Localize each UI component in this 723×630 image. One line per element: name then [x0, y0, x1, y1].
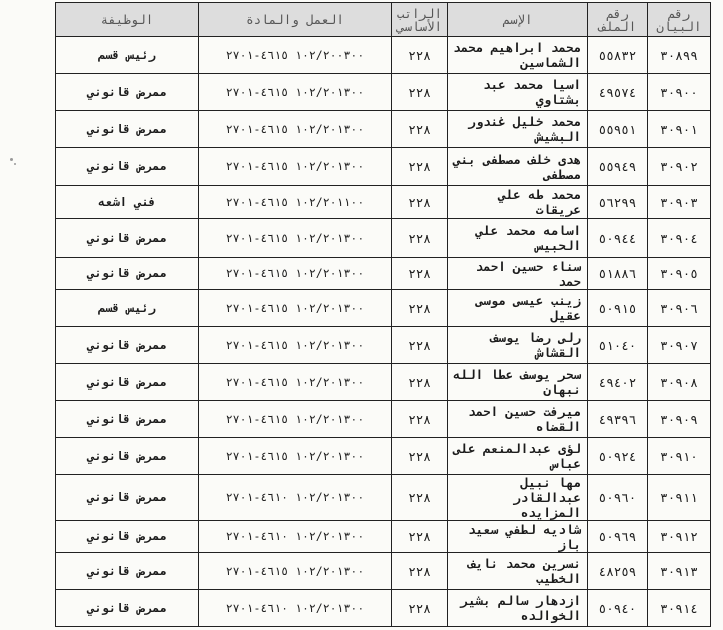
account-cell: ١٠٢/٢٠١٣٠٠ ٤٦١٥-٢٧٠١: [199, 327, 392, 364]
file-no-cell: ٥٠٩١٥: [588, 290, 648, 327]
record-no-cell: ٣٠٩٠٨: [648, 364, 711, 401]
file-no-cell: ٥٠٩٤٤: [588, 219, 648, 258]
account-cell: ١٠٢/٢٠٠٣٠٠ ٤٦١٥-٢٧٠١: [199, 37, 392, 74]
job-cell: ممرض قانوني: [56, 74, 199, 111]
header-name: الإسم: [448, 3, 588, 37]
salary-cell: ٢٢٨: [392, 74, 448, 111]
record-no-cell: ٣٠٩٠٢: [648, 148, 711, 186]
record-no-cell: ٣٠٩٠٥: [648, 258, 711, 290]
header-row: [56, 3, 711, 37]
account-cell: ١٠٢/٢٠١٣٠٠ ٤٦١٠-٢٧٠١: [199, 521, 392, 553]
record-no-cell: ٣٠٩٠١: [648, 111, 711, 148]
file-no-cell: ٥٠٩٦٩: [588, 521, 648, 553]
salary-cell: ٢٢٨: [392, 148, 448, 186]
table-row: [56, 37, 711, 74]
table-body: [56, 37, 711, 627]
job-cell: ممرض قانوني: [56, 590, 199, 627]
name-cell: نسرين محمد نايف الخطيب: [448, 553, 588, 590]
name-cell: شاديه لطفي سعيد باز: [448, 521, 588, 553]
job-cell: ممرض قانوني: [56, 553, 199, 590]
job-cell: ممرض قانوني: [56, 438, 199, 475]
name-cell: هدى خلف مصطفى بني مصطفى: [448, 148, 588, 186]
account-cell: ١٠٢/٢٠١٣٠٠ ٤٦١٥-٢٧٠١: [199, 438, 392, 475]
salary-cell: ٢٢٨: [392, 438, 448, 475]
salary-cell: ٢٢٨: [392, 186, 448, 219]
name-cell: لؤى عبدالمنعم على عباس: [448, 438, 588, 475]
name-cell: محمد خليل غندور البشيش: [448, 111, 588, 148]
account-cell: ١٠٢/٢٠١٣٠٠ ٤٦١٥-٢٧٠١: [199, 290, 392, 327]
salary-cell: ٢٢٨: [392, 37, 448, 74]
job-cell: ممرض قانوني: [56, 327, 199, 364]
record-no-cell: ٣٠٩١٣: [648, 553, 711, 590]
header-salary: الراتب الأساسي: [392, 3, 448, 37]
record-no-cell: ٣٠٩٠٠: [648, 74, 711, 111]
file-no-cell: ٥٠٩٦٠: [588, 475, 648, 521]
file-no-cell: ٥٥٩٥١: [588, 111, 648, 148]
job-cell: فني اشعه: [56, 186, 199, 219]
salary-cell: ٢٢٨: [392, 475, 448, 521]
job-cell: ممرض قانوني: [56, 219, 199, 258]
table-row: [56, 111, 711, 148]
file-no-cell: ٤٨٢٥٩: [588, 553, 648, 590]
name-cell: محمد ابراهيم محمد الشماسين: [448, 37, 588, 74]
record-no-cell: ٣٠٩٠٧: [648, 327, 711, 364]
salary-cell: ٢٢٨: [392, 401, 448, 438]
file-no-cell: ٥٦٢٩٩: [588, 186, 648, 219]
salary-cell: ٢٢٨: [392, 290, 448, 327]
name-cell: سناء حسين احمد حمد: [448, 258, 588, 290]
record-no-cell: ٣٠٩١٠: [648, 438, 711, 475]
file-no-cell: ٥٥٨٣٢: [588, 37, 648, 74]
table-row: [56, 401, 711, 438]
header-record-no: رقم البيان: [648, 3, 711, 37]
account-cell: ١٠٢/٢٠١١٠٠ ٤٦١٥-٢٧٠١: [199, 186, 392, 219]
table-row: [56, 438, 711, 475]
record-no-cell: ٣٠٩٠٣: [648, 186, 711, 219]
table-row: [56, 290, 711, 327]
table-row: [56, 553, 711, 590]
table-row: [56, 475, 711, 521]
salary-cell: ٢٢٨: [392, 327, 448, 364]
record-no-cell: ٣٠٩١١: [648, 475, 711, 521]
record-no-cell: ٣٠٩٠٦: [648, 290, 711, 327]
job-cell: ممرض قانوني: [56, 258, 199, 290]
record-no-cell: ٣٠٨٩٩: [648, 37, 711, 74]
salary-cell: ٢٢٨: [392, 111, 448, 148]
account-cell: ١٠٢/٢٠١٣٠٠ ٤٦١٥-٢٧٠١: [199, 364, 392, 401]
job-cell: رئيس قسم: [56, 290, 199, 327]
name-cell: رلى رضا يوسف القشاش: [448, 327, 588, 364]
scan-speck: [10, 158, 13, 161]
salary-cell: ٢٢٨: [392, 521, 448, 553]
file-no-cell: ٤٩٣٩٦: [588, 401, 648, 438]
job-cell: ممرض قانوني: [56, 148, 199, 186]
table-row: [56, 74, 711, 111]
file-no-cell: ٥٠٩٢٤: [588, 438, 648, 475]
file-no-cell: ٥١٨٨٦: [588, 258, 648, 290]
account-cell: ١٠٢/٢٠١٣٠٠ ٤٦١٥-٢٧٠١: [199, 401, 392, 438]
name-cell: ازدهار سالم بشير الخوالده: [448, 590, 588, 627]
header-job: الوظيفة: [56, 3, 199, 37]
table-row: [56, 590, 711, 627]
account-cell: ١٠٢/٢٠١٣٠٠ ٤٦١٥-٢٧٠١: [199, 148, 392, 186]
header-file-no: رقم الملف: [588, 3, 648, 37]
name-cell: مها نبيل عبدالقادر المزايده: [448, 475, 588, 521]
account-cell: ١٠٢/٢٠١٣٠٠ ٤٦١٥-٢٧٠١: [199, 111, 392, 148]
name-cell: اسامه محمد علي الحبيس: [448, 219, 588, 258]
table-row: [56, 219, 711, 258]
account-cell: ١٠٢/٢٠١٣٠٠ ٤٦١٠-٢٧٠١: [199, 590, 392, 627]
name-cell: ميرفت حسين احمد القضاه: [448, 401, 588, 438]
file-no-cell: ٥١٠٤٠: [588, 327, 648, 364]
file-no-cell: ٥٥٩٤٩: [588, 148, 648, 186]
scan-speck: [14, 163, 16, 165]
header-account: العمل والمادة: [199, 3, 392, 37]
table-row: [56, 521, 711, 553]
record-no-cell: ٣٠٩٠٩: [648, 401, 711, 438]
job-cell: ممرض قانوني: [56, 111, 199, 148]
account-cell: ١٠٢/٢٠١٣٠٠ ٤٦١٠-٢٧٠١: [199, 475, 392, 521]
salary-cell: ٢٢٨: [392, 219, 448, 258]
job-cell: ممرض قانوني: [56, 401, 199, 438]
salary-cell: ٢٢٨: [392, 590, 448, 627]
name-cell: سحر يوسف عطا الله نبهان: [448, 364, 588, 401]
salary-cell: ٢٢٨: [392, 364, 448, 401]
salary-cell: ٢٢٨: [392, 553, 448, 590]
name-cell: زينب عيسى موسى عقيل: [448, 290, 588, 327]
job-cell: ممرض قانوني: [56, 475, 199, 521]
table-row: [56, 148, 711, 186]
record-no-cell: ٣٠٩٠٤: [648, 219, 711, 258]
table-row: [56, 364, 711, 401]
account-cell: ١٠٢/٢٠١٣٠٠ ٤٦١٥-٢٧٠١: [199, 258, 392, 290]
record-no-cell: ٣٠٩١٢: [648, 521, 711, 553]
table-row: [56, 186, 711, 219]
table-row: [56, 327, 711, 364]
record-no-cell: ٣٠٩١٤: [648, 590, 711, 627]
employee-table: [55, 2, 711, 627]
name-cell: اسيا محمد عبد بشتاوي: [448, 74, 588, 111]
account-cell: ١٠٢/٢٠١٣٠٠ ٤٦١٥-٢٧٠١: [199, 553, 392, 590]
file-no-cell: ٤٩٤٠٢: [588, 364, 648, 401]
file-no-cell: ٥٠٩٤٠: [588, 590, 648, 627]
name-cell: محمد طه علي عريقات: [448, 186, 588, 219]
job-cell: رئيس قسم: [56, 37, 199, 74]
job-cell: ممرض قانوني: [56, 364, 199, 401]
salary-cell: ٢٢٨: [392, 258, 448, 290]
file-no-cell: ٤٩٥٧٤: [588, 74, 648, 111]
table-row: [56, 258, 711, 290]
job-cell: ممرض قانوني: [56, 521, 199, 553]
account-cell: ١٠٢/٢٠١٣٠٠ ٤٦١٥-٢٧٠١: [199, 74, 392, 111]
account-cell: ١٠٢/٢٠١٣٠٠ ٤٦١٥-٢٧٠١: [199, 219, 392, 258]
